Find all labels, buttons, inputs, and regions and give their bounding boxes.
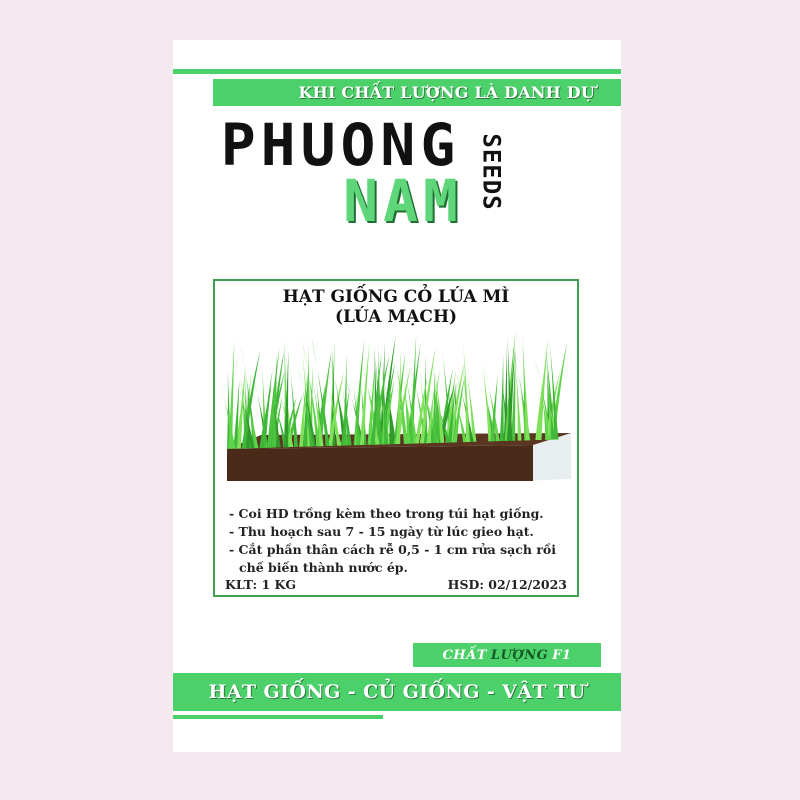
growing-instructions [229,505,569,577]
grass-blade [463,340,470,442]
quality-word-1: CHẤT [442,647,487,663]
quality-word-2: LƯỢNG [490,647,549,663]
quality-badge [413,643,601,667]
grass-blades [221,331,567,449]
footer-banner [173,673,621,711]
wheatgrass-tray-illustration [221,331,573,481]
expiry-date-label: HSD: 02/12/2023 [447,577,567,592]
bottom-thin-stripe [173,715,383,719]
brand-seeds-vertical [477,128,507,216]
grass-blade [228,340,234,449]
instruction-line: - Thu hoạch sau 7 - 15 ngày từ lúc gieo hạt. [229,524,534,539]
grass-blade [516,366,522,441]
brand-name-line1: PHUONG [220,111,461,179]
grass-blade [523,350,530,440]
brand-name-line2: NAM [343,167,463,235]
slogan-banner [213,79,621,106]
instruction-line: - Coi HD trồng kèm theo trong túi hạt giống. [229,506,544,521]
net-weight-label: KLT: 1 KG [225,577,297,592]
product-title [215,287,577,327]
footer-tagline: HẠT GIỐNG - CỦ GIỐNG - VẬT TƯ [208,681,586,703]
quality-word-3: F1 [552,647,572,663]
instruction-line: - Cắt phần thân cách rễ 0,5 - 1 cm rửa sạch rồi [229,542,556,557]
product-title-line2: (LÚA MẠCH) [334,307,458,327]
product-title-line1: HẠT GIỐNG CỎ LÚA MÌ [282,287,510,307]
slogan-text: KHI CHẤT LƯỢNG LÀ DANH DỰ [298,83,595,102]
product-info-box [213,279,579,597]
soil-block [227,445,533,481]
top-thin-stripe [173,69,621,74]
brand-seeds-text: SEEDS [478,133,506,211]
grass-blade [500,354,504,441]
instruction-line: chế biến thành nước ép. [239,560,408,575]
seed-packet [173,40,621,752]
